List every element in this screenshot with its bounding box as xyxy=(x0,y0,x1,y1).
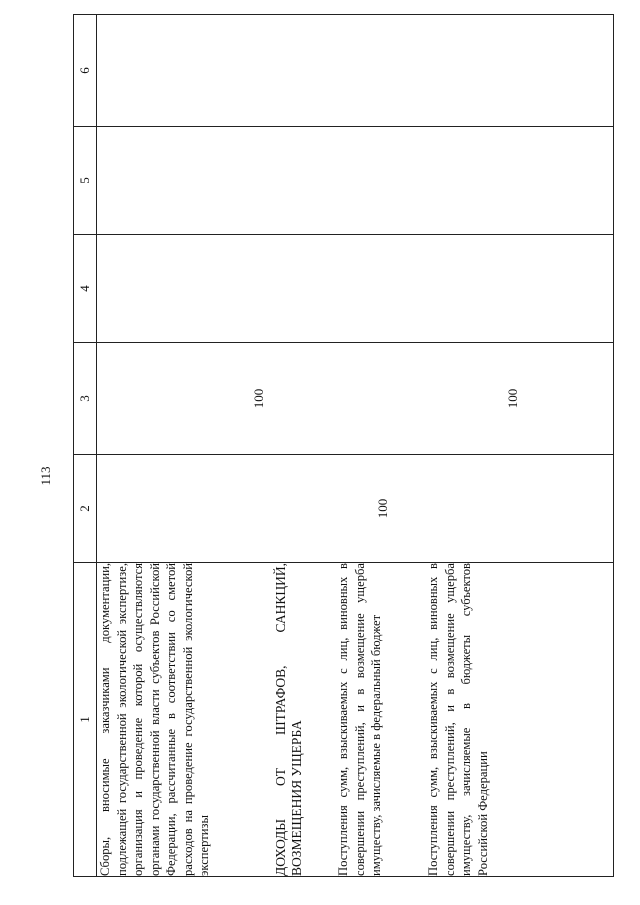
row-damages-federal xyxy=(335,563,425,876)
row-ecological-expertise-value: 100 xyxy=(251,388,266,409)
row-description: Сборы, вносимые заказчиками документации, подлежащей государственной экологической экспертизе, организация и проведение которой осуществляются органами государственной власти субъектов Российской Федерации, рассчитанные в соответствии со сметой расходов на проведение государственной экологической экспертизы xyxy=(98,563,211,876)
page-number: 113 xyxy=(38,466,53,486)
column-header-5: 5 xyxy=(74,127,97,235)
row-damages-federal-value: 100 xyxy=(375,498,390,519)
table-body-row xyxy=(97,15,614,877)
column-header-6: 6 xyxy=(74,15,97,127)
column-header-4: 4 xyxy=(74,235,97,343)
budget-table xyxy=(73,15,613,877)
column-3-cell xyxy=(97,343,614,455)
column-5-cell xyxy=(97,127,614,235)
row-description: Поступления сумм, взыскиваемых с лиц, виновных в совершении преступлений, и в возмещение ущерба имуществу, зачисляемые в федеральный бюджет xyxy=(336,563,383,876)
row-description: Поступления сумм, взыскиваемых с лиц, виновных в совершении преступлений, и в возмещение ущерба имуществу, зачисляемые в бюджеты субъектов Российской Федерации xyxy=(426,563,490,876)
column-header-2: 2 xyxy=(74,455,97,563)
section-heading-text: ДОХОДЫ ОТ ШТРАФОВ, САНКЦИЙ, ВОЗМЕЩЕНИЯ УЩЕРБА xyxy=(273,563,304,876)
revenue-classification-table xyxy=(73,14,614,877)
column-2-cell xyxy=(97,455,614,563)
row-damages-regional-value: 100 xyxy=(505,388,520,409)
column-header-3: 3 xyxy=(74,343,97,455)
description-column xyxy=(97,563,614,877)
column-6-cell xyxy=(97,15,614,127)
table-header-row xyxy=(74,15,97,877)
section-heading-fines xyxy=(273,563,335,876)
column-header-1: 1 xyxy=(74,563,97,877)
row-ecological-expertise-fees xyxy=(97,563,273,876)
column-4-cell xyxy=(97,235,614,343)
row-damages-regional xyxy=(425,563,515,876)
